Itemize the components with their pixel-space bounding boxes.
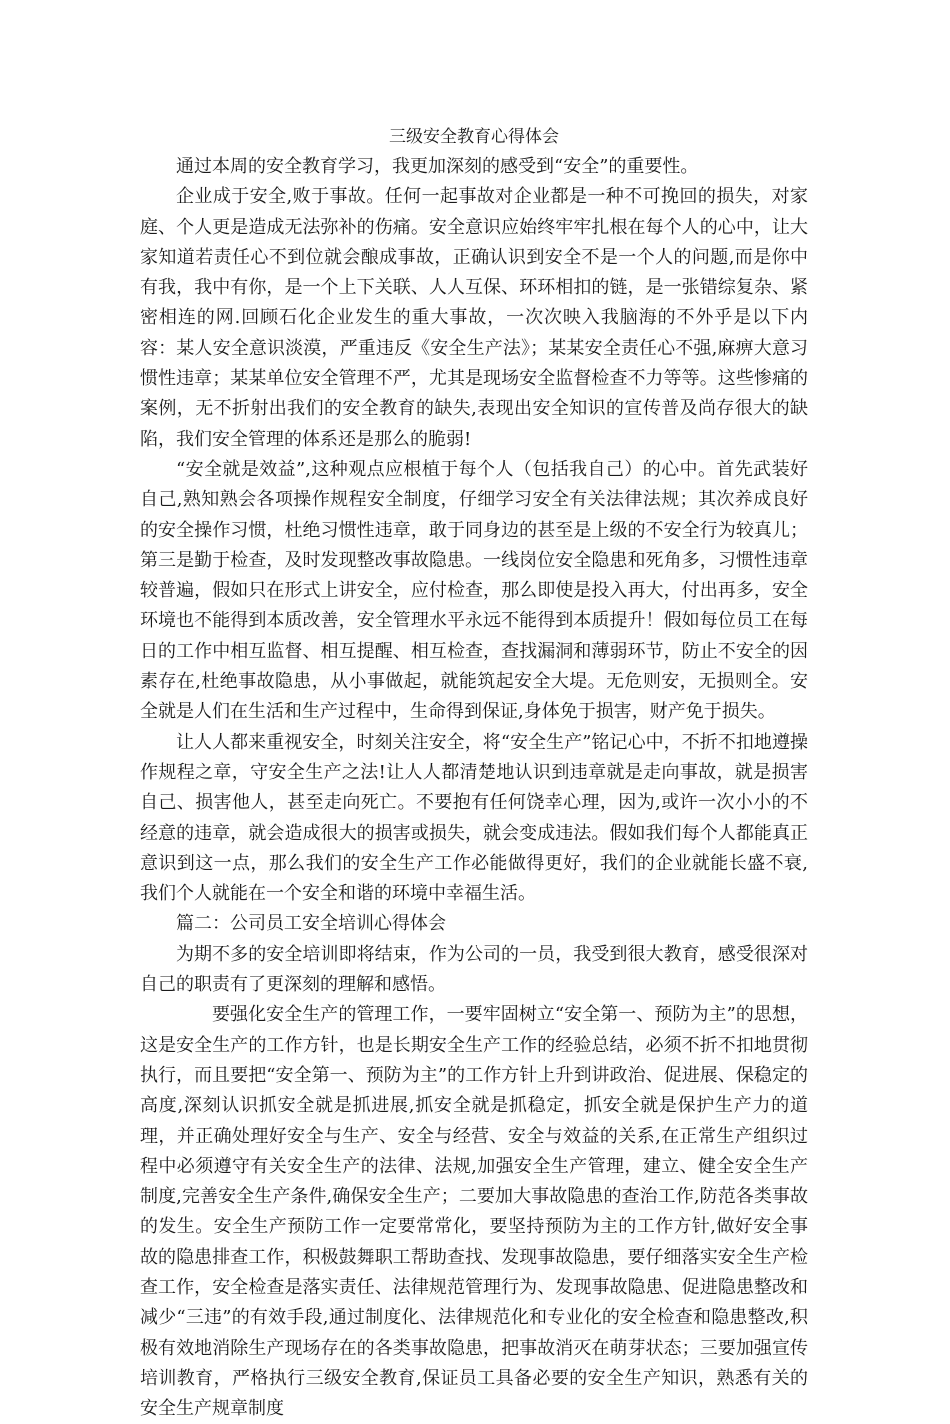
paragraph-intro: 通过本周的安全教育学习，我更加深刻的感受到“安全”的重要性。: [176, 156, 699, 177]
paragraph-efficiency: “安全就是效益”,这种观点应根植于每个人（包括我自己）的心中。首先武装好自己,熟知熟会各项操作规程安全制度，仔细学习安全有关法律法规；其次养成良好的安全操作习惯，杜绝习惯性违章，敢于同身边的甚至是上级的不安全行为较真儿；第三是勤于检查，及时发现整改事故隐患。一线岗位安全隐患和死角多，习惯性违章较普遍，假如只在形式上讲安全，应付检查，那么即使是投入再大，付出再多，安全环境也不能得到本质改善，安全管理水平永远不能得到本质提升！假如每位员工在每日的工作中相互监督、相互提醒、相互检查，查找漏洞和薄弱环节，防止不安全的因素存在,杜绝事故隐患，从小事做起，就能筑起安全大堤。无危则安，无损则全。安全就是人们在生活和生产过程中，生命得到保证,身体免于损害，财产免于损失。: [140, 458, 808, 723]
document-title: 三级安全教育心得体会: [389, 127, 559, 147]
paragraph-training: 为期不多的安全培训即将结束，作为公司的一员，我受到很大教育，感受很深对自己的职责有了更深刻的理解和感悟。: [140, 943, 808, 996]
paragraph-attention: 让人人都来重视安全，时刻关注安全，将“安全生产”铭记心中，不折不扣地遵操作规程之章，守安全生产之法!让人人都清楚地认识到违章就是走向事故，就是损害自己、损害他人，甚至走向死亡。不要抱有任何饶幸心理，因为,或许一次小小的不经意的违章，就会造成很大的损害或损失，就会变成违法。假如我们每个人都能真正意识到这一点，那么我们的安全生产工作必能做得更好，我们的企业就能长盛不衰,我们个人就能在一个安全和谐的环境中幸福生活。: [140, 731, 808, 905]
paragraph-accident: 企业成于安全,败于事故。任何一起事故对企业都是一种不可挽回的损失，对家庭、个人更是造成无法弥补的伤痛。安全意识应始终牢牢扎根在每个人的心中，让大家知道若责任心不到位就会酿成事故，正确认识到安全不是一个人的问题,而是你中有我，我中有你，是一个上下关联、人人互保、环环相扣的链，是一张错综复杂、紧密相连的网.回顾石化企业发生的重大事故，一次次映入我脑海的不外乎是以下内容：某人安全意识淡漠，严重违反《安全生产法》；某某安全责任心不强,麻痹大意习惯性违章；某某单位安全管理不严，尤其是现场安全监督检查不力等等。这些惨痛的案例，无不折射出我们的安全教育的缺失,表现出安全知识的宣传普及尚存很大的缺陷，我们安全管理的体系还是那么的脆弱!: [140, 186, 808, 450]
section-heading: 篇二：公司员工安全培训心得体会: [176, 913, 446, 935]
document-page: [140, 122, 808, 1424]
paragraph-management: 要强化安全生产的管理工作，一要牢固树立“安全第一、预防为主”的思想，这是安全生产的工作方针，也是长期安全生产工作的经验总结，必须不折不扣地贯彻执行，而且要把“安全第一、预防为主”的工作方针上升到讲政治、促进展、保稳定的高度,深刻认识抓安全就是抓进展,抓安全就是抓稳定，抓安全就是保护生产力的道理，并正确处理好安全与生产、安全与经营、安全与效益的关系,在正常生产组织过程中必须遵守有关安全生产的法律、法规,加强安全生产管理，建立、健全安全生产制度,完善安全生产条件,确保安全生产；二要加大事故隐患的查治工作,防范各类事故的发生。安全生产预防工作一定要常常化，要坚持预防为主的工作方针,做好安全事故的隐患排查工作，积极鼓舞职工帮助查找、发现事故隐患，要仔细落实安全生产检查工作，安全检查是落实责任、法律规范管理行为、发现事故隐患、促进隐患整改和减少“三违”的有效手段,通过制度化、法律规范化和专业化的安全检查和隐患整改,积极有效地消除生产现场存在的各类事故隐患，把事故消灭在萌芽状态；三要加强宣传培训教育，严格执行三级安全教育,保证员工具备必要的安全生产知识，熟悉有关的安全生产规章制度: [140, 1004, 808, 1420]
